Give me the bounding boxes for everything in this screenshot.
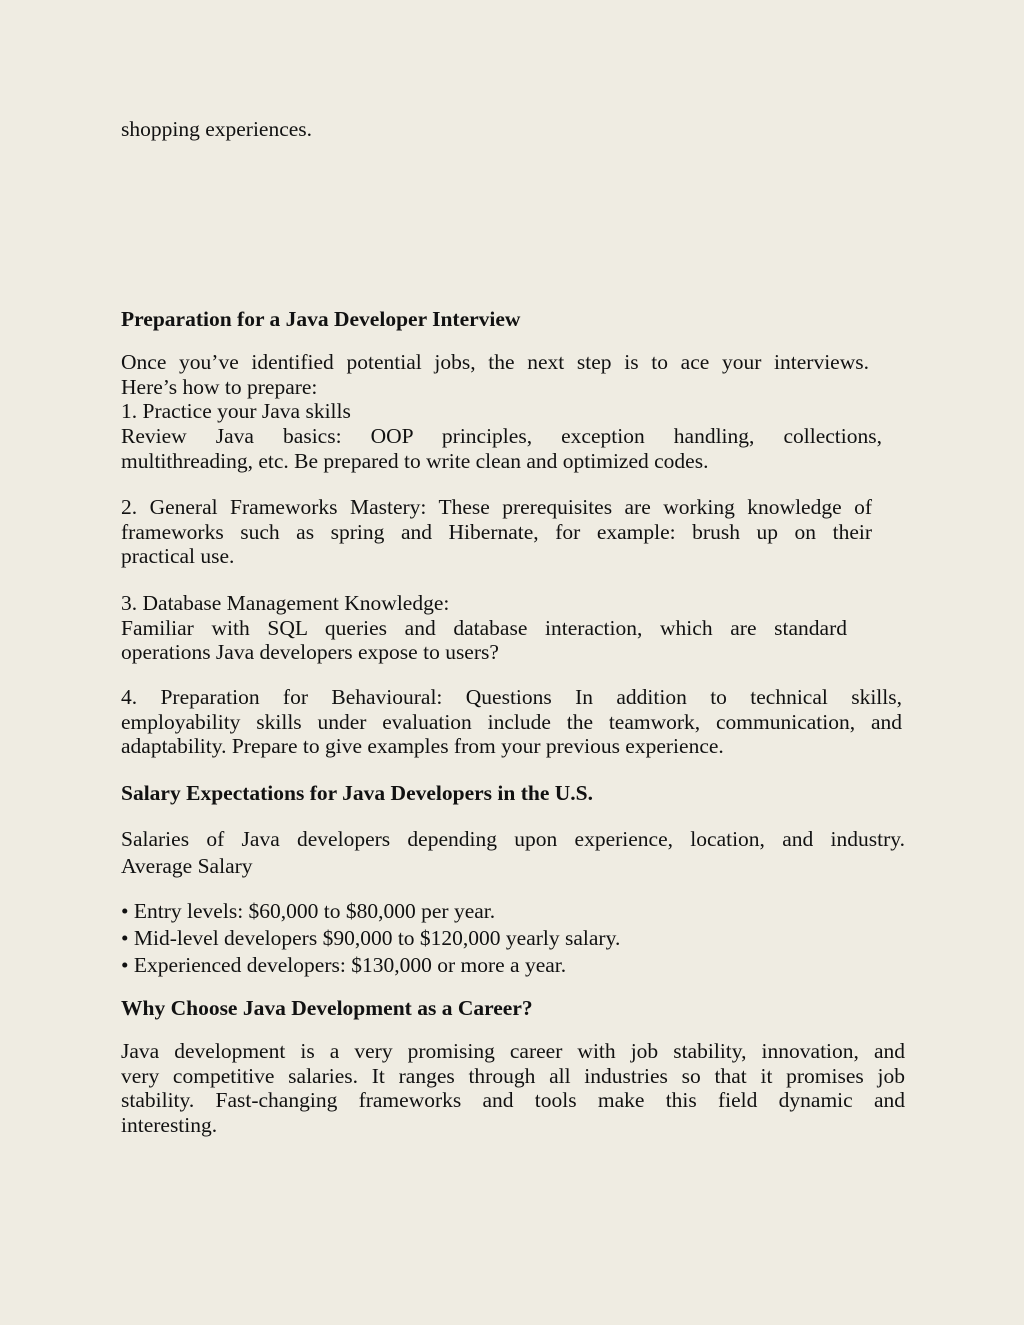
prep-item3-title: 3. Database Management Knowledge: bbox=[121, 591, 450, 615]
prep-item4-line: adaptability. Prepare to give examples from your previous experience. bbox=[121, 734, 724, 759]
salary-heading: Salary Expectations for Java Developers in the U.S. bbox=[121, 781, 593, 805]
salary-list bbox=[121, 898, 905, 979]
prep-intro bbox=[121, 350, 882, 474]
prep-item1-title: 1. Practice your Java skills bbox=[121, 399, 351, 424]
prep-item4-line: employability skills under evaluation include the teamwork, communication, and bbox=[121, 709, 902, 734]
career-heading: Why Choose Java Development as a Career? bbox=[121, 996, 533, 1020]
salary-list-item: • Mid-level developers $90,000 to $120,000 yearly salary. bbox=[121, 926, 621, 950]
prep-intro-line: Here’s how to prepare: bbox=[121, 374, 318, 399]
career-line: stability. Fast-changing frameworks and tools make this field dynamic and bbox=[121, 1088, 905, 1113]
prep-intro-line: Once you’ve identified potential jobs, the next step is to ace your interviews. bbox=[121, 350, 869, 374]
prep-item2-line: practical use. bbox=[121, 544, 235, 569]
salary-list-item: • Experienced developers: $130,000 or more a year. bbox=[121, 953, 567, 977]
prep-item1-line: multithreading, etc. Be prepared to write clean and optimized codes. bbox=[121, 448, 709, 473]
prep-item4 bbox=[121, 685, 902, 759]
career-line: very competitive salaries. It ranges through all industries so that it promises job bbox=[121, 1063, 905, 1088]
prep-item2-line: frameworks such as spring and Hibernate, for example: brush up on their bbox=[121, 519, 872, 544]
prep-item1-line: Review Java basics: OOP principles, exception handling, collections, bbox=[121, 424, 882, 449]
prep-item3 bbox=[121, 591, 847, 665]
career-line: Java development is a very promising career with job stability, innovation, and bbox=[121, 1039, 905, 1063]
salary-list-item: • Entry levels: $60,000 to $80,000 per year. bbox=[121, 899, 496, 923]
salary-intro bbox=[121, 826, 905, 880]
prep-item2-line: 2. General Frameworks Mastery: These prerequisites are working knowledge of bbox=[121, 495, 872, 519]
salary-intro-line: Average Salary bbox=[121, 854, 253, 878]
salary-intro-line: Salaries of Java developers depending upon experience, location, and industry. bbox=[121, 827, 905, 851]
prep-item4-line: 4. Preparation for Behavioural: Questions In addition to technical skills, bbox=[121, 685, 902, 709]
prep-item3-line: operations Java developers expose to users? bbox=[121, 640, 499, 665]
prep-item2 bbox=[121, 495, 872, 569]
intro-tail-text: shopping experiences. bbox=[121, 117, 313, 141]
career-line: interesting. bbox=[121, 1113, 218, 1138]
career-paragraph bbox=[121, 1039, 905, 1138]
prep-heading: Preparation for a Java Developer Interview bbox=[121, 307, 521, 331]
prep-item3-line: Familiar with SQL queries and database interaction, which are standard bbox=[121, 615, 847, 640]
